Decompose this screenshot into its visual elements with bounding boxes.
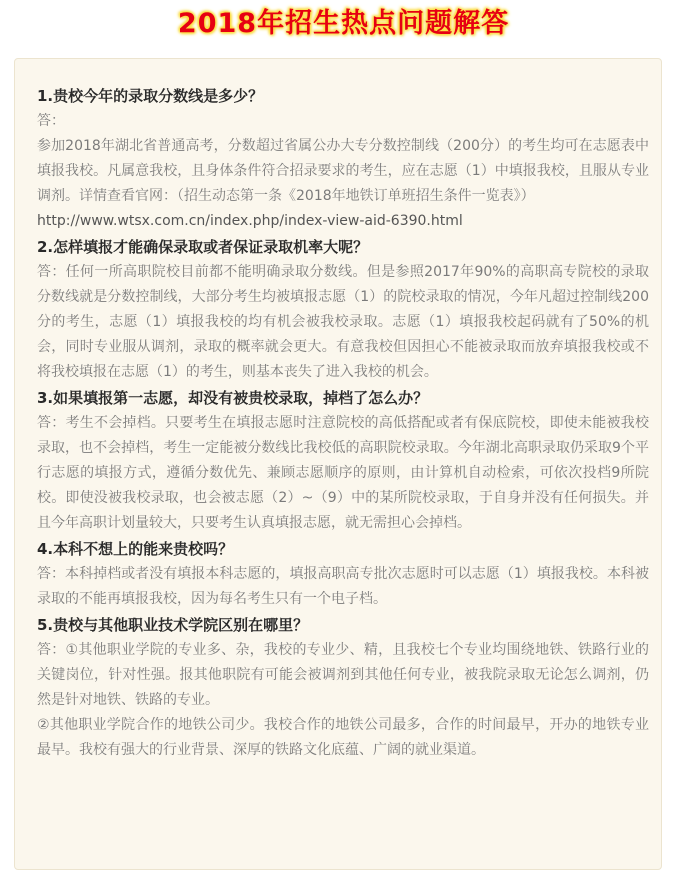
faq-answer-4: 答：本科掉档或者没有填报本科志愿的，填报高职高专批次志愿时可以志愿（1）填报我校。本科被录取的不能再填报我校，因为每名考生只有一个电子档。 [37,566,649,607]
faq-answer-1: 参加2018年湖北省普通高考，分数超过省属公办大专分数控制线（200分）的考生均可在志愿表中填报我校。凡属意我校，且身体条件符合招录要求的考生，应在志愿（1）中填报我校，且服从专业调剂。详情查看官网：（招生动态第一条《2018年地铁订单班招生条件一览表》） [37,138,649,204]
faq-answer-3: 答：考生不会掉档。只要考生在填报志愿时注意院校的高低搭配或者有保底院校，即使未能被我校录取，也不会掉档，考生一定能被分数线比我校低的高职院校录取。今年湖北高职录取仍采取9个平行志愿的填报方式，遵循分数优先、兼顾志愿顺序的原则，由计算机自动检索，可依次投档9所院校。即使没被我校录取，也会被志愿（2）~（9）中的某所院校录取，于自身并没有任何损失。并且今年高职计划量较大，只要考生认真填报志愿，就无需担心会掉档。 [37,415,649,531]
faq-answer-2: 答：任何一所高职院校目前都不能明确录取分数线。但是参照2017年90%的高职高专院校的录取分数线就是分数控制线，大部分考生均被填报志愿（1）的院校录取的情况，今年凡超过控制线200分的考生，志愿（1）填报我校的均有机会被我校录取。志愿（1）填报我校起码就有了50%的机会，同时专业服从调剂，录取的概率就会更大。有意我校但因担心不能被录取而放弃填报我校或不将我校填报在志愿（1）的考生，则基本丧失了进入我校的机会。 [37,264,649,380]
faq-question-5: 5.贵校与其他职业技术学院区别在哪里？ [37,616,309,634]
faq-answer-label-1: 答： [37,113,65,129]
faq-content [37,83,649,763]
faq-answer-1-link[interactable]: http://www.wtsx.com.cn/index.php/index-view-aid-6390.html [37,213,463,229]
faq-answer-5a: 答：①其他职业学院的专业多、杂，我校的专业少、精，且我校七个专业均围绕地铁、铁路行业的关键岗位，针对性强。报其他职院有可能会被调剂到其他任何专业，被我院录取无论怎么调剂，仍然是针对地铁、铁路的专业。 [37,642,649,708]
faq-question-2: 2.怎样填报才能确保录取或者保证录取机率大呢？ [37,238,369,256]
faq-answer-5b: ②其他职业学院合作的地铁公司少。我校合作的地铁公司最多，合作的时间最早，开办的地铁专业最早。我校有强大的行业背景、深厚的铁路文化底蕴、广阔的就业渠道。 [37,717,649,758]
faq-question-1: 1.贵校今年的录取分数线是多少？ [37,87,264,105]
faq-panel [14,58,662,870]
page-title: 2018年招生热点问题解答 [177,8,510,39]
faq-question-4: 4.本科不想上的能来贵校吗？ [37,540,234,558]
faq-question-3: 3.如果填报第一志愿，却没有被贵校录取，掉档了怎么办？ [37,389,429,407]
